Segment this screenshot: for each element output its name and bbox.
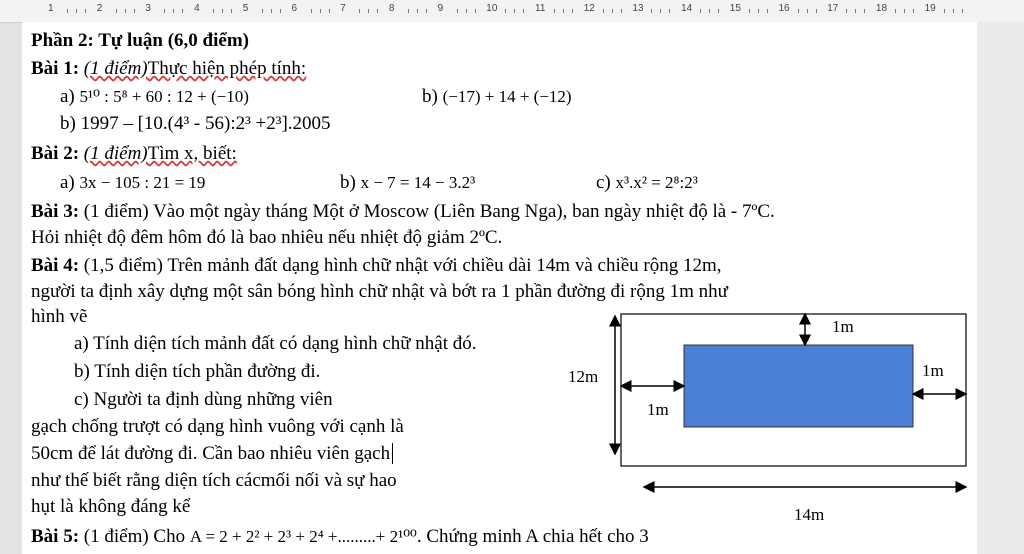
bai4-c3: 50cm để lát đường đi. Cần bao nhiêu viên gạch [31, 443, 393, 465]
ruler-minor-mark [904, 9, 905, 13]
bai2-b: b) x − 7 = 14 − 3.2³ [340, 172, 476, 193]
ruler-minor-mark [700, 9, 701, 13]
ruler-tick-label: 11 [535, 3, 546, 14]
ruler-tick-label: 8 [388, 3, 395, 14]
ruler-minor-mark [213, 9, 214, 13]
horizontal-ruler[interactable] [0, 0, 1024, 23]
right-path-label: 1m [922, 361, 944, 380]
ruler-minor-mark [660, 9, 661, 13]
ruler-minor-mark [359, 9, 360, 13]
document-page [22, 22, 977, 554]
bai3-line1: Bài 3: (1 điểm) Vào một ngày tháng Một ở Moscow (Liên Bang Nga), ban ngày nhiệt độ là - 7ºC. [31, 201, 775, 222]
ruler-minor-mark [807, 9, 808, 13]
ruler-minor-mark [554, 9, 555, 13]
ruler-minor-mark [913, 9, 914, 13]
ruler-tick-label: 1 [48, 3, 54, 14]
ruler-minor-mark [173, 9, 174, 13]
ruler-minor-mark [749, 9, 750, 13]
ruler-minor-mark [603, 9, 604, 13]
bai2-a: a) 3x − 105 : 21 = 19 [60, 172, 206, 193]
ruler-minor-mark [311, 9, 312, 13]
ruler-tick-label: 4 [194, 3, 200, 14]
ruler-minor-mark [709, 9, 710, 13]
height-label: 12m [568, 367, 599, 386]
ruler-minor-mark [669, 9, 670, 13]
ruler-tick-label: 17 [827, 3, 839, 14]
ruler-minor-mark [612, 9, 613, 13]
ruler-tick-label: 12 [583, 3, 595, 14]
ruler-minor-mark [125, 9, 126, 13]
ruler-minor-mark [457, 9, 458, 13]
ruler-minor-mark [767, 9, 768, 13]
ruler-minor-mark [864, 9, 865, 13]
ruler-minor-mark [563, 9, 564, 13]
bai4-c5: hụt là không đáng kể [31, 496, 191, 517]
bai4-line2: người ta định xây dựng một sân bóng hình chữ nhật và bớt ra 1 phần đường đi rộng 1m như [31, 281, 728, 302]
ruler-minor-mark [651, 9, 652, 13]
ruler-minor-mark [895, 9, 896, 13]
bai5-line: Bài 5: (1 điểm) Cho A = 2 + 2² + 2³ + 2⁴ +.........+ 2¹⁰⁰. Chứng minh A chia hết cho 3 [31, 526, 649, 547]
ruler-minor-mark [164, 9, 165, 13]
bai1-heading: Bài 1: (1 điểm)Thực hiện phép tính: [31, 58, 307, 79]
ruler-minor-mark [320, 9, 321, 13]
ruler-tick-label: 16 [778, 3, 790, 14]
ruler-tick-label: 7 [340, 3, 346, 14]
ruler-minor-mark [758, 9, 759, 13]
part-title: Phần 2: Tự luận (6,0 điểm) [31, 30, 249, 51]
ruler-minor-mark [475, 9, 476, 13]
ruler-tick-label: 18 [875, 3, 888, 14]
ruler-minor-mark [85, 9, 86, 13]
ruler-tick-label: 14 [681, 3, 693, 14]
ruler-minor-mark [505, 9, 506, 13]
ruler-tick-label: 19 [924, 3, 936, 14]
ruler-tick-label: 6 [291, 3, 298, 14]
bai2-c: c) x³.x² = 2⁸:2³ [596, 172, 698, 193]
ruler-minor-mark [280, 9, 281, 13]
ruler-minor-mark [846, 9, 847, 13]
bai4-a: a) Tính diện tích mảnh đất có dạng hình chữ nhật đó. [74, 333, 477, 354]
ruler-minor-mark [271, 9, 272, 13]
right-margin [977, 22, 1024, 554]
ruler-minor-mark [944, 9, 945, 13]
football-field-rectangle [684, 345, 913, 427]
width-label: 14m [794, 505, 825, 524]
bai4-b: b) Tính diện tích phần đường đi. [74, 361, 321, 382]
ruler-minor-mark [426, 9, 427, 13]
ruler-tick-label: 5 [242, 3, 249, 14]
ruler-tick-label: 2 [96, 3, 103, 14]
ruler-minor-mark [798, 9, 799, 13]
bai2-heading: Bài 2: (1 điểm)Tìm x, biết: [31, 143, 237, 164]
ruler-minor-mark [514, 9, 515, 13]
ruler-minor-mark [718, 9, 719, 13]
left-path-label: 1m [647, 400, 669, 419]
ruler-minor-mark [621, 9, 622, 13]
ruler-minor-mark [67, 9, 68, 13]
ruler-tick-label: 15 [729, 3, 741, 14]
ruler-minor-mark [408, 9, 409, 13]
ruler-minor-mark [231, 9, 232, 13]
ruler-tick-label: 9 [437, 3, 444, 14]
bai3-line2: Hỏi nhiệt độ đêm hôm đó là bao nhiêu nếu nhiệt độ giảm 2ºC. [31, 227, 503, 248]
ruler-minor-mark [417, 9, 418, 13]
ruler-tick-label: 10 [486, 3, 498, 14]
ruler-minor-mark [816, 9, 817, 13]
ruler-minor-mark [377, 9, 378, 13]
ruler-minor-mark [368, 9, 369, 13]
bai1-b2: b) 1997 – [10.(4³ - 56):2³ +2³].2005 [60, 113, 331, 134]
bai4-c2: gạch chống trượt có dạng hình vuông với cạnh là [31, 416, 404, 437]
ruler-minor-mark [962, 9, 963, 13]
ruler-minor-mark [466, 9, 467, 13]
ruler-minor-mark [855, 9, 856, 13]
top-path-label: 1m [832, 317, 854, 336]
bai4-line1: Bài 4: (1,5 điểm) Trên mảnh đất dạng hình chữ nhật với chiều dài 14m và chiều rộng 12m, [31, 255, 722, 276]
bai4-c1: c) Người ta định dùng những viên [74, 389, 333, 410]
ruler-minor-mark [329, 9, 330, 13]
ruler-minor-mark [182, 9, 183, 13]
bai1-b: b) (−17) + 14 + (−12) [422, 86, 572, 107]
ruler-minor-mark [572, 9, 573, 13]
ruler-minor-mark [76, 9, 77, 13]
bai1-a: a) 5¹⁰ : 5⁸ + 60 : 12 + (−10) [60, 86, 249, 107]
ruler-minor-mark [222, 9, 223, 13]
ruler-tick-label: 13 [632, 3, 644, 14]
field-diagram [22, 22, 977, 554]
ruler-minor-mark [953, 9, 954, 13]
bai4-c4: như thế biết rằng diện tích cácmối nối và sự hao [31, 470, 397, 491]
ruler-minor-mark [134, 9, 135, 13]
ruler-minor-mark [262, 9, 263, 13]
ruler-minor-mark [116, 9, 117, 13]
ruler-minor-mark [523, 9, 524, 13]
ruler-tick-label: 3 [145, 3, 151, 14]
bai4-line3: hình vẽ [31, 306, 88, 327]
